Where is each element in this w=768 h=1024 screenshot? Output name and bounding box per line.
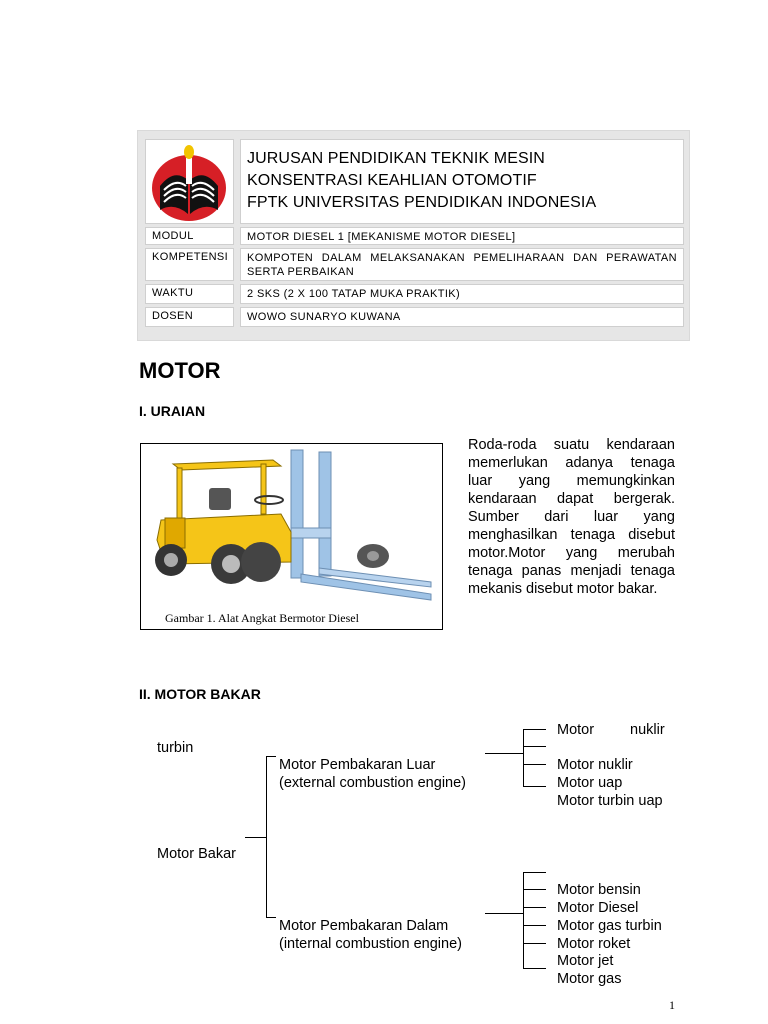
university-logo [145, 139, 234, 224]
dosen-value-text: WOWO SUNARYO KUWANA [247, 311, 401, 323]
external-item: Motor nuklir [557, 757, 633, 773]
kompetensi-label: KOMPETENSI [145, 248, 234, 281]
kompetensi-value-line-2: SERTA PERBAIKAN [247, 266, 355, 278]
external-item: Motor uap [557, 775, 623, 791]
connector-line [523, 889, 546, 890]
paragraph-line: luar yang memungkinkan [468, 473, 675, 489]
connector-line [485, 913, 523, 914]
connector-line [523, 729, 546, 730]
waktu-value [240, 284, 684, 304]
kompetensi-value [240, 248, 684, 281]
modul-value [240, 227, 684, 245]
paragraph-line: mekanis disebut motor bakar. [468, 581, 658, 597]
section-heading-motor-bakar: II. MOTOR BAKAR [139, 686, 261, 702]
diagram-root-label: Motor Bakar [157, 846, 236, 862]
header-title-line-1: JURUSAN PENDIDIKAN TEKNIK MESIN [247, 150, 545, 167]
internal-label-line-1: Motor Pembakaran Dalam [279, 918, 449, 934]
header-title [240, 139, 684, 224]
external-label-line-2: (external combustion engine) [279, 775, 466, 791]
external-item-first-right: nuklir [630, 722, 665, 738]
paragraph-line: tenaga panas menjadi tenaga [468, 563, 675, 579]
intro-paragraph [468, 436, 675, 598]
external-item-first-left: Motor [557, 722, 595, 738]
connector-line [523, 764, 546, 765]
internal-item: Motor roket [557, 936, 631, 952]
external-label-line-1: Motor Pembakaran Luar [279, 757, 436, 773]
internal-item: Motor Diesel [557, 900, 639, 916]
connector-line [485, 753, 523, 754]
bracket-line [523, 729, 524, 786]
page-title: MOTOR [139, 358, 221, 383]
bracket-line [266, 756, 267, 918]
figure-caption: Gambar 1. Alat Angkat Bermotor Diesel [165, 611, 359, 625]
forklift-image [141, 444, 442, 604]
diagram-turbin-text: turbin [157, 740, 194, 756]
connector-line [523, 907, 546, 908]
connector-line [523, 925, 546, 926]
header-table [137, 130, 690, 341]
paragraph-line: memerlukan adanya tenaga [468, 455, 675, 471]
internal-item: Motor bensin [557, 882, 641, 898]
connector-line [523, 746, 546, 747]
dosen-value [240, 307, 684, 327]
header-title-line-2: KONSENTRASI KEAHLIAN OTOMOTIF [247, 172, 537, 189]
connector-line [523, 872, 546, 873]
page-number: 1 [669, 998, 675, 1012]
modul-label: MODUL [145, 227, 234, 245]
waktu-label: WAKTU [145, 284, 234, 304]
bracket-line [523, 872, 524, 968]
internal-item: Motor gas turbin [557, 918, 662, 934]
internal-item: Motor gas [557, 971, 622, 987]
connector-line [245, 837, 266, 838]
kompetensi-value-line-1: KOMPOTEN DALAM MELAKSANAKAN PEMELIHARAAN DAN PERAWATAN [247, 252, 677, 264]
modul-value-text: MOTOR DIESEL 1 [MEKANISME MOTOR DIESEL] [247, 231, 516, 243]
paragraph-line: Roda-roda suatu kendaraan [468, 437, 675, 453]
connector-line [523, 943, 546, 944]
paragraph-line: motor.Motor yang merubah [468, 545, 675, 561]
connector-line [523, 786, 546, 787]
paragraph-line: Sumber dari luar yang [468, 509, 675, 525]
internal-item: Motor jet [557, 953, 614, 969]
connector-line [523, 968, 546, 969]
paragraph-line: menghasilkan tenaga disebut [468, 527, 675, 543]
internal-label-line-2: (internal combustion engine) [279, 936, 462, 952]
external-item: Motor turbin uap [557, 793, 663, 809]
paragraph-line: kendaraan dapat bergerak. [468, 491, 675, 507]
waktu-value-text: 2 SKS (2 X 100 TATAP MUKA PRAKTIK) [247, 288, 461, 300]
section-heading-uraian: I. URAIAN [139, 403, 206, 419]
upi-logo-icon [146, 140, 233, 223]
header-title-line-3: FPTK UNIVERSITAS PENDIDIKAN INDONESIA [247, 194, 597, 211]
dosen-label: DOSEN [145, 307, 234, 327]
figure-box [140, 443, 443, 630]
connector-line [266, 917, 276, 918]
connector-line [266, 756, 276, 757]
